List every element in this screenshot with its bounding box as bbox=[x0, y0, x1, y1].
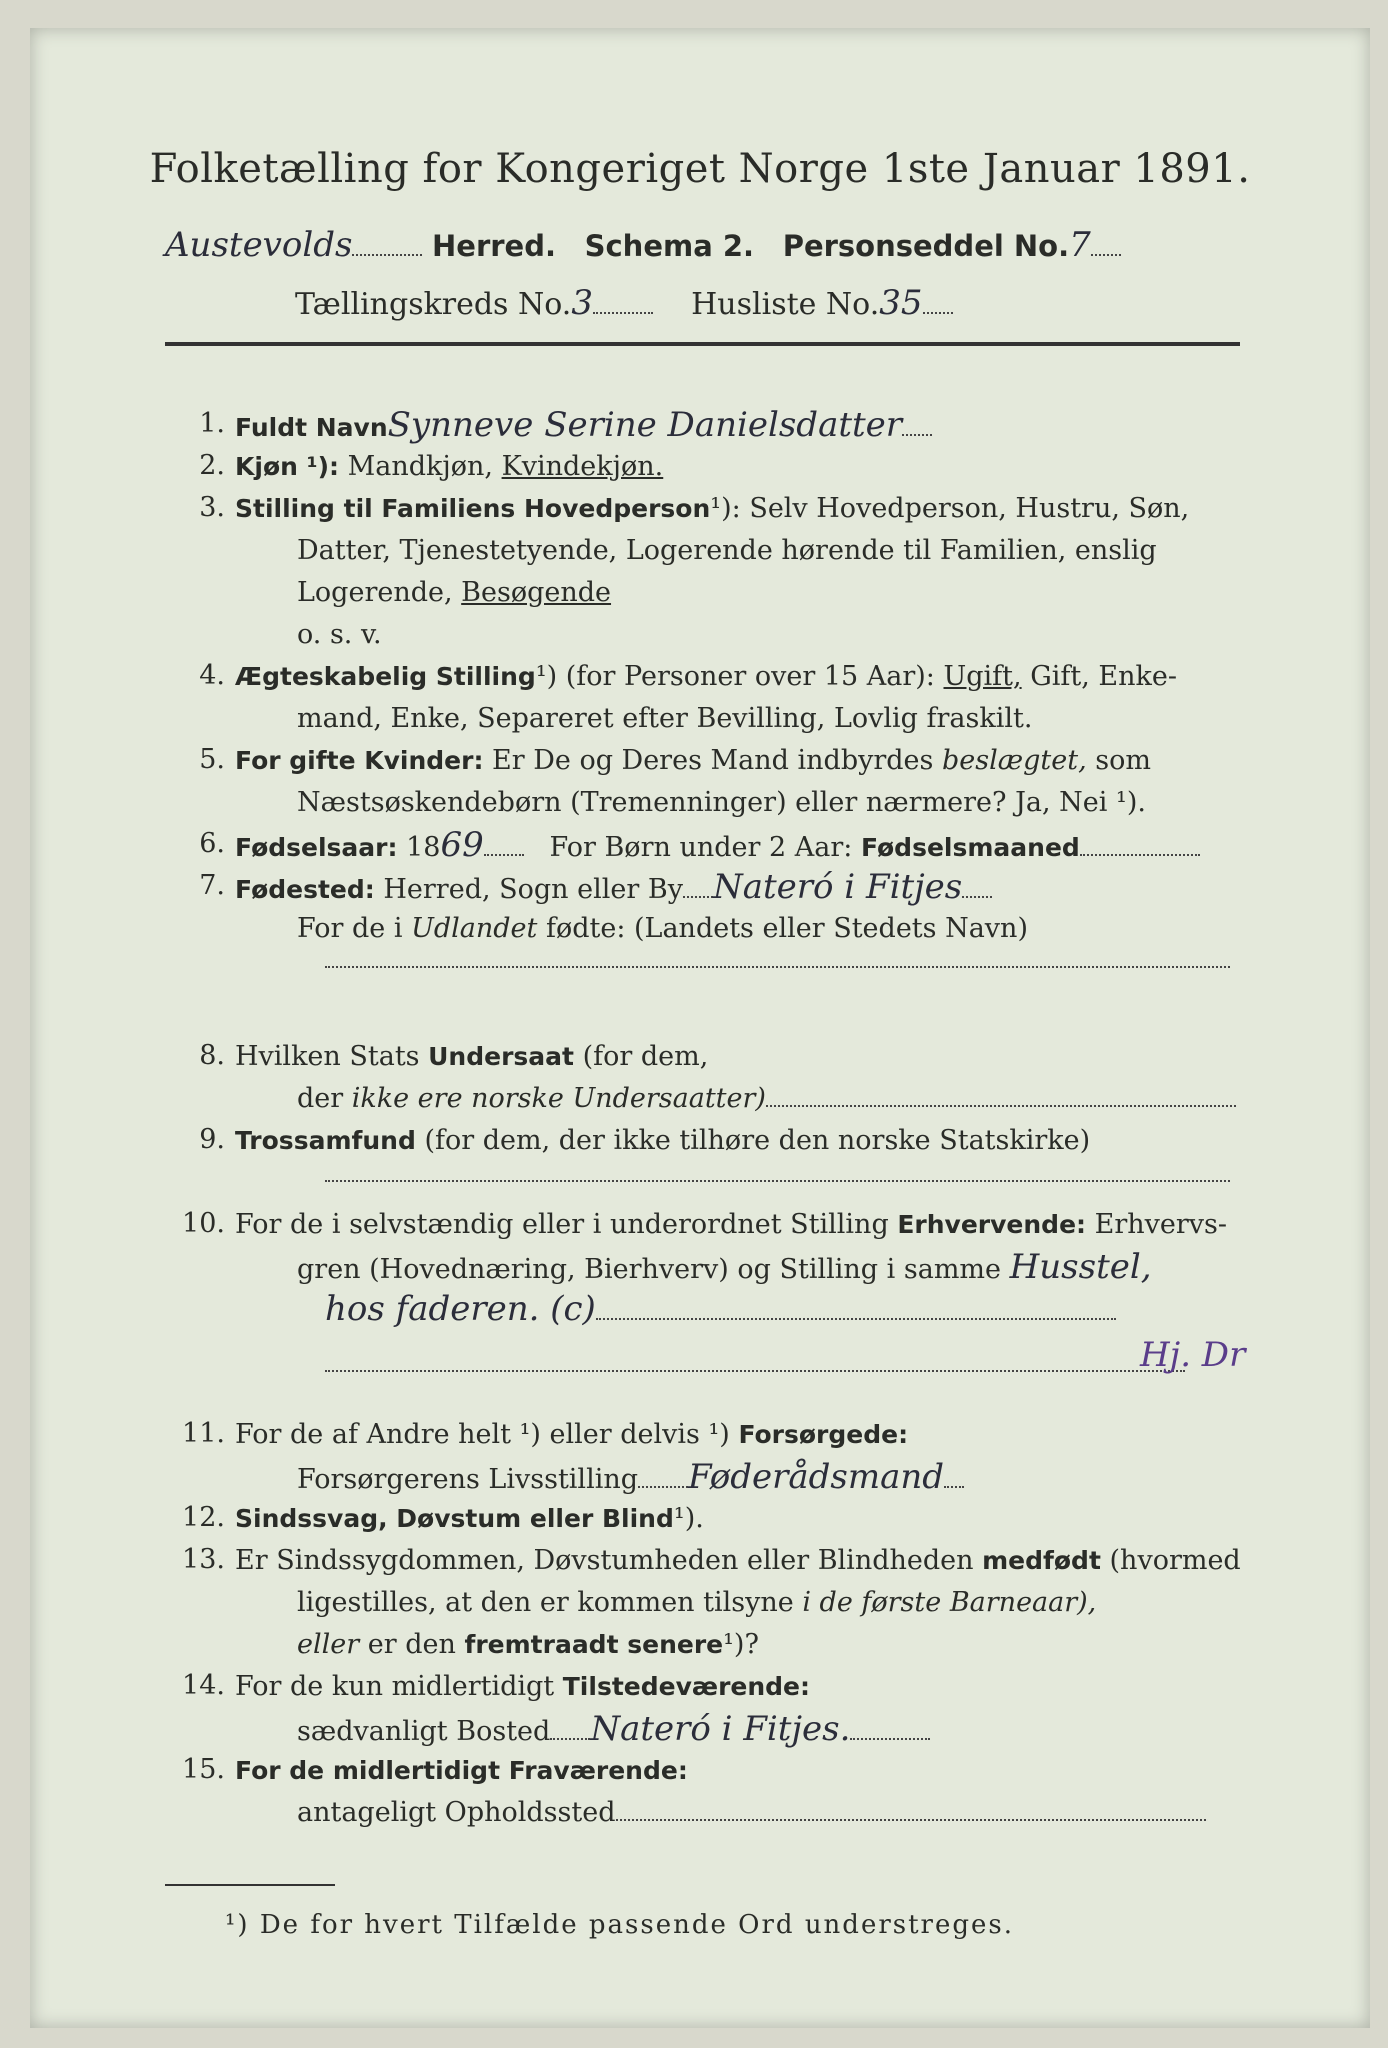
family-position-option-visitor: Besøgende bbox=[461, 577, 612, 608]
taellingskreds-number: 3 bbox=[571, 283, 593, 323]
personseddel-label: Personseddel No. bbox=[782, 229, 1070, 263]
citizenship-der: der bbox=[297, 1083, 344, 1114]
item-number-9: 9. bbox=[199, 1124, 225, 1155]
item-number-2: 2. bbox=[199, 450, 225, 481]
birth-month-label: Fødselsmaaned bbox=[860, 833, 1080, 862]
occupation-field-3 bbox=[325, 1370, 1185, 1372]
item-9 bbox=[235, 1124, 1090, 1158]
taellingskreds-label: Tællingskreds No. bbox=[295, 287, 572, 322]
full-name-value: Synneve Serine Danielsdatter bbox=[387, 405, 903, 445]
form-title: Folketælling for Kongeriget Norge 1ste Januar 1891. bbox=[149, 146, 1251, 192]
item-3-line-3 bbox=[297, 576, 611, 610]
item-3-line-4: o. s. v. bbox=[297, 619, 382, 650]
item-5-line-1 bbox=[235, 744, 1151, 778]
husliste-label: Husliste No. bbox=[691, 287, 880, 322]
item-11-line-1 bbox=[235, 1418, 908, 1452]
provider-occupation-label: Forsørgerens Livsstilling bbox=[297, 1464, 639, 1495]
herred-label: Herred. bbox=[432, 229, 556, 263]
item-15-line-1 bbox=[235, 1754, 688, 1788]
item-5-line-2: Næstsøskendebørn (Tremenninger) eller nærmere? Ja, Nei ¹). bbox=[297, 787, 1146, 818]
dependent-prefix: For de af Andre helt ¹) eller delvis ¹) bbox=[235, 1419, 730, 1450]
later-onset-suffix: ¹)? bbox=[723, 1629, 759, 1660]
religion-label: Trossamfund bbox=[235, 1126, 416, 1155]
marital-option-unmarried: Ugift, bbox=[943, 661, 1022, 692]
municipality-value: Austevolds bbox=[165, 225, 353, 265]
occupation-erhvervs: Erhvervs- bbox=[1094, 1209, 1228, 1240]
birth-year-value: 69 bbox=[440, 825, 484, 865]
item-number-12: 12. bbox=[182, 1502, 225, 1533]
item-4-line-1 bbox=[235, 660, 1177, 694]
disability-label: Sindssvag, Døvstum eller Blind bbox=[235, 1504, 674, 1533]
dependent-label: Forsørgede: bbox=[738, 1420, 909, 1449]
birth-year-label: Fødselsaar: bbox=[235, 833, 398, 862]
marital-status-label: Ægteskabelig Stilling bbox=[235, 662, 536, 691]
item-13-line-2 bbox=[297, 1586, 1096, 1620]
temporary-present-label: Tilstedeværende: bbox=[562, 1672, 811, 1701]
full-name-label: Fuldt Navn bbox=[235, 413, 388, 442]
item-14-line-1 bbox=[235, 1670, 810, 1704]
usual-residence-label: sædvanligt Bosted bbox=[297, 1716, 551, 1747]
birthplace-label: Fødested: bbox=[235, 875, 375, 904]
schema-label: Schema 2. bbox=[584, 229, 755, 263]
occupation-value-1: Husstel, bbox=[1009, 1247, 1152, 1287]
occupation-value-2: hos faderen. (c) bbox=[325, 1289, 596, 1329]
birthplace-value: Nateró i Fitjes bbox=[712, 867, 963, 907]
item-7-line-2 bbox=[297, 912, 1028, 946]
item-13-line-1 bbox=[235, 1544, 1241, 1578]
footnote: ¹) De for hvert Tilfælde passende Ord understreges. bbox=[225, 1910, 1015, 1940]
item-13-line-3 bbox=[297, 1628, 759, 1662]
item-number-3: 3. bbox=[199, 492, 225, 523]
item-number-11: 11. bbox=[182, 1418, 225, 1449]
item-number-6: 6. bbox=[199, 828, 225, 859]
married-women-som: som bbox=[1095, 745, 1151, 776]
item-14-line-2 bbox=[297, 1709, 930, 1749]
item-number-5: 5. bbox=[199, 744, 225, 775]
temporary-present-prefix: For de kun midlertidigt bbox=[235, 1671, 555, 1702]
item-number-4: 4. bbox=[199, 660, 225, 691]
item-6 bbox=[235, 825, 1200, 865]
disability-suffix: ¹). bbox=[673, 1503, 704, 1534]
sex-option-female: Kvindekjøn. bbox=[501, 451, 664, 482]
husliste-number: 35 bbox=[879, 283, 923, 323]
married-women-question: Er De og Deres Mand indbyrdes bbox=[492, 745, 934, 776]
header-rule bbox=[165, 342, 1240, 346]
footnote-rule bbox=[165, 1884, 335, 1886]
family-position-option-lodger: Logerende, bbox=[297, 577, 453, 608]
item-number-13: 13. bbox=[182, 1544, 225, 1575]
item-15-line-2 bbox=[297, 1796, 1206, 1830]
abroad-suffix: fødte: (Landets eller Stedets Navn) bbox=[545, 913, 1028, 944]
abroad-word: Udlandet bbox=[411, 913, 538, 944]
religion-field bbox=[325, 1180, 1230, 1182]
item-10-line-3 bbox=[325, 1289, 1116, 1329]
item-number-15: 15. bbox=[182, 1754, 225, 1785]
citizenship-note: (for dem, bbox=[582, 1041, 709, 1072]
header-line-2 bbox=[295, 283, 953, 323]
congenital-childhood: i de første Barneaar), bbox=[802, 1587, 1097, 1618]
congenital-er-den: er den bbox=[367, 1629, 456, 1660]
later-onset-label: fremtraadt senere bbox=[464, 1630, 724, 1659]
item-10-line-1 bbox=[235, 1208, 1227, 1242]
provider-occupation-value: Føderådsmand bbox=[688, 1457, 945, 1497]
item-8-line-1 bbox=[235, 1040, 708, 1074]
header-line-1 bbox=[165, 225, 1121, 265]
citizenship-label: Undersaat bbox=[428, 1042, 574, 1071]
family-position-label: Stilling til Familiens Hovedperson bbox=[235, 494, 711, 523]
item-number-8: 8. bbox=[199, 1040, 225, 1071]
temporary-absent-label: For de midlertidigt Fraværende: bbox=[235, 1756, 688, 1785]
item-8-line-2 bbox=[297, 1082, 1236, 1116]
occupation-annotation: Hj. Dr bbox=[1140, 1335, 1246, 1375]
probable-whereabouts-label: antageligt Opholdssted bbox=[297, 1797, 616, 1828]
item-3-line-2: Datter, Tjenestetyende, Logerende hørende til Familien, enslig bbox=[297, 535, 1157, 566]
congenital-equated: ligestilles, at den er kommen tilsyne bbox=[297, 1587, 794, 1618]
congenital-hvormed: (hvormed bbox=[1109, 1545, 1241, 1576]
citizenship-prefix: Hvilken Stats bbox=[235, 1041, 420, 1072]
item-number-1: 1. bbox=[199, 408, 225, 439]
sex-option-male: Mandkjøn, bbox=[347, 451, 493, 482]
family-position-options-1: ¹): Selv Hovedperson, Hustru, Søn, bbox=[710, 493, 1190, 524]
census-form bbox=[30, 28, 1370, 2028]
occupation-label: Erhvervende: bbox=[897, 1210, 1087, 1239]
occupation-branch: gren (Hovednæring, Bierhverv) og Stilling i samme bbox=[297, 1254, 1002, 1285]
item-12 bbox=[235, 1502, 704, 1536]
usual-residence-value: Nateró i Fitjes. bbox=[590, 1709, 851, 1749]
item-3-line-1 bbox=[235, 492, 1189, 526]
marital-options-1: Gift, Enke- bbox=[1030, 661, 1177, 692]
married-women-label: For gifte Kvinder: bbox=[235, 746, 484, 775]
item-7-line-1 bbox=[235, 867, 992, 907]
item-11-line-2 bbox=[297, 1457, 964, 1497]
birth-month-note: For Børn under 2 Aar: bbox=[549, 832, 853, 863]
item-4-line-2: mand, Enke, Separeret efter Bevilling, Lovlig fraskilt. bbox=[297, 703, 1033, 734]
congenital-eller: eller bbox=[297, 1629, 360, 1660]
birthplace-options: Herred, Sogn eller By bbox=[383, 874, 683, 905]
item-2 bbox=[235, 450, 663, 484]
item-number-14: 14. bbox=[182, 1670, 225, 1701]
item-1 bbox=[235, 405, 932, 445]
congenital-label: medfødt bbox=[982, 1546, 1101, 1575]
abroad-birthplace-field bbox=[325, 966, 1230, 968]
item-10-line-2 bbox=[297, 1247, 1152, 1287]
item-number-10: 10. bbox=[182, 1208, 225, 1239]
personseddel-number: 7 bbox=[1069, 225, 1091, 265]
item-number-7: 7. bbox=[199, 870, 225, 901]
sex-label: Kjøn ¹): bbox=[235, 452, 339, 481]
married-women-related: beslægtet, bbox=[941, 745, 1087, 776]
citizenship-non-norwegian: ikke ere norske Undersaatter) bbox=[351, 1083, 766, 1114]
congenital-question: Er Sindssygdommen, Døvstumheden eller Blindheden bbox=[235, 1545, 974, 1576]
marital-status-age-note: ¹) (for Personer over 15 Aar): bbox=[535, 661, 935, 692]
occupation-prefix: For de i selvstændig eller i underordnet Stilling bbox=[235, 1209, 889, 1240]
birth-year-prefix: 18 bbox=[406, 832, 441, 863]
religion-note: (for dem, der ikke tilhøre den norske Statskirke) bbox=[424, 1125, 1091, 1156]
abroad-prefix: For de i bbox=[297, 913, 403, 944]
